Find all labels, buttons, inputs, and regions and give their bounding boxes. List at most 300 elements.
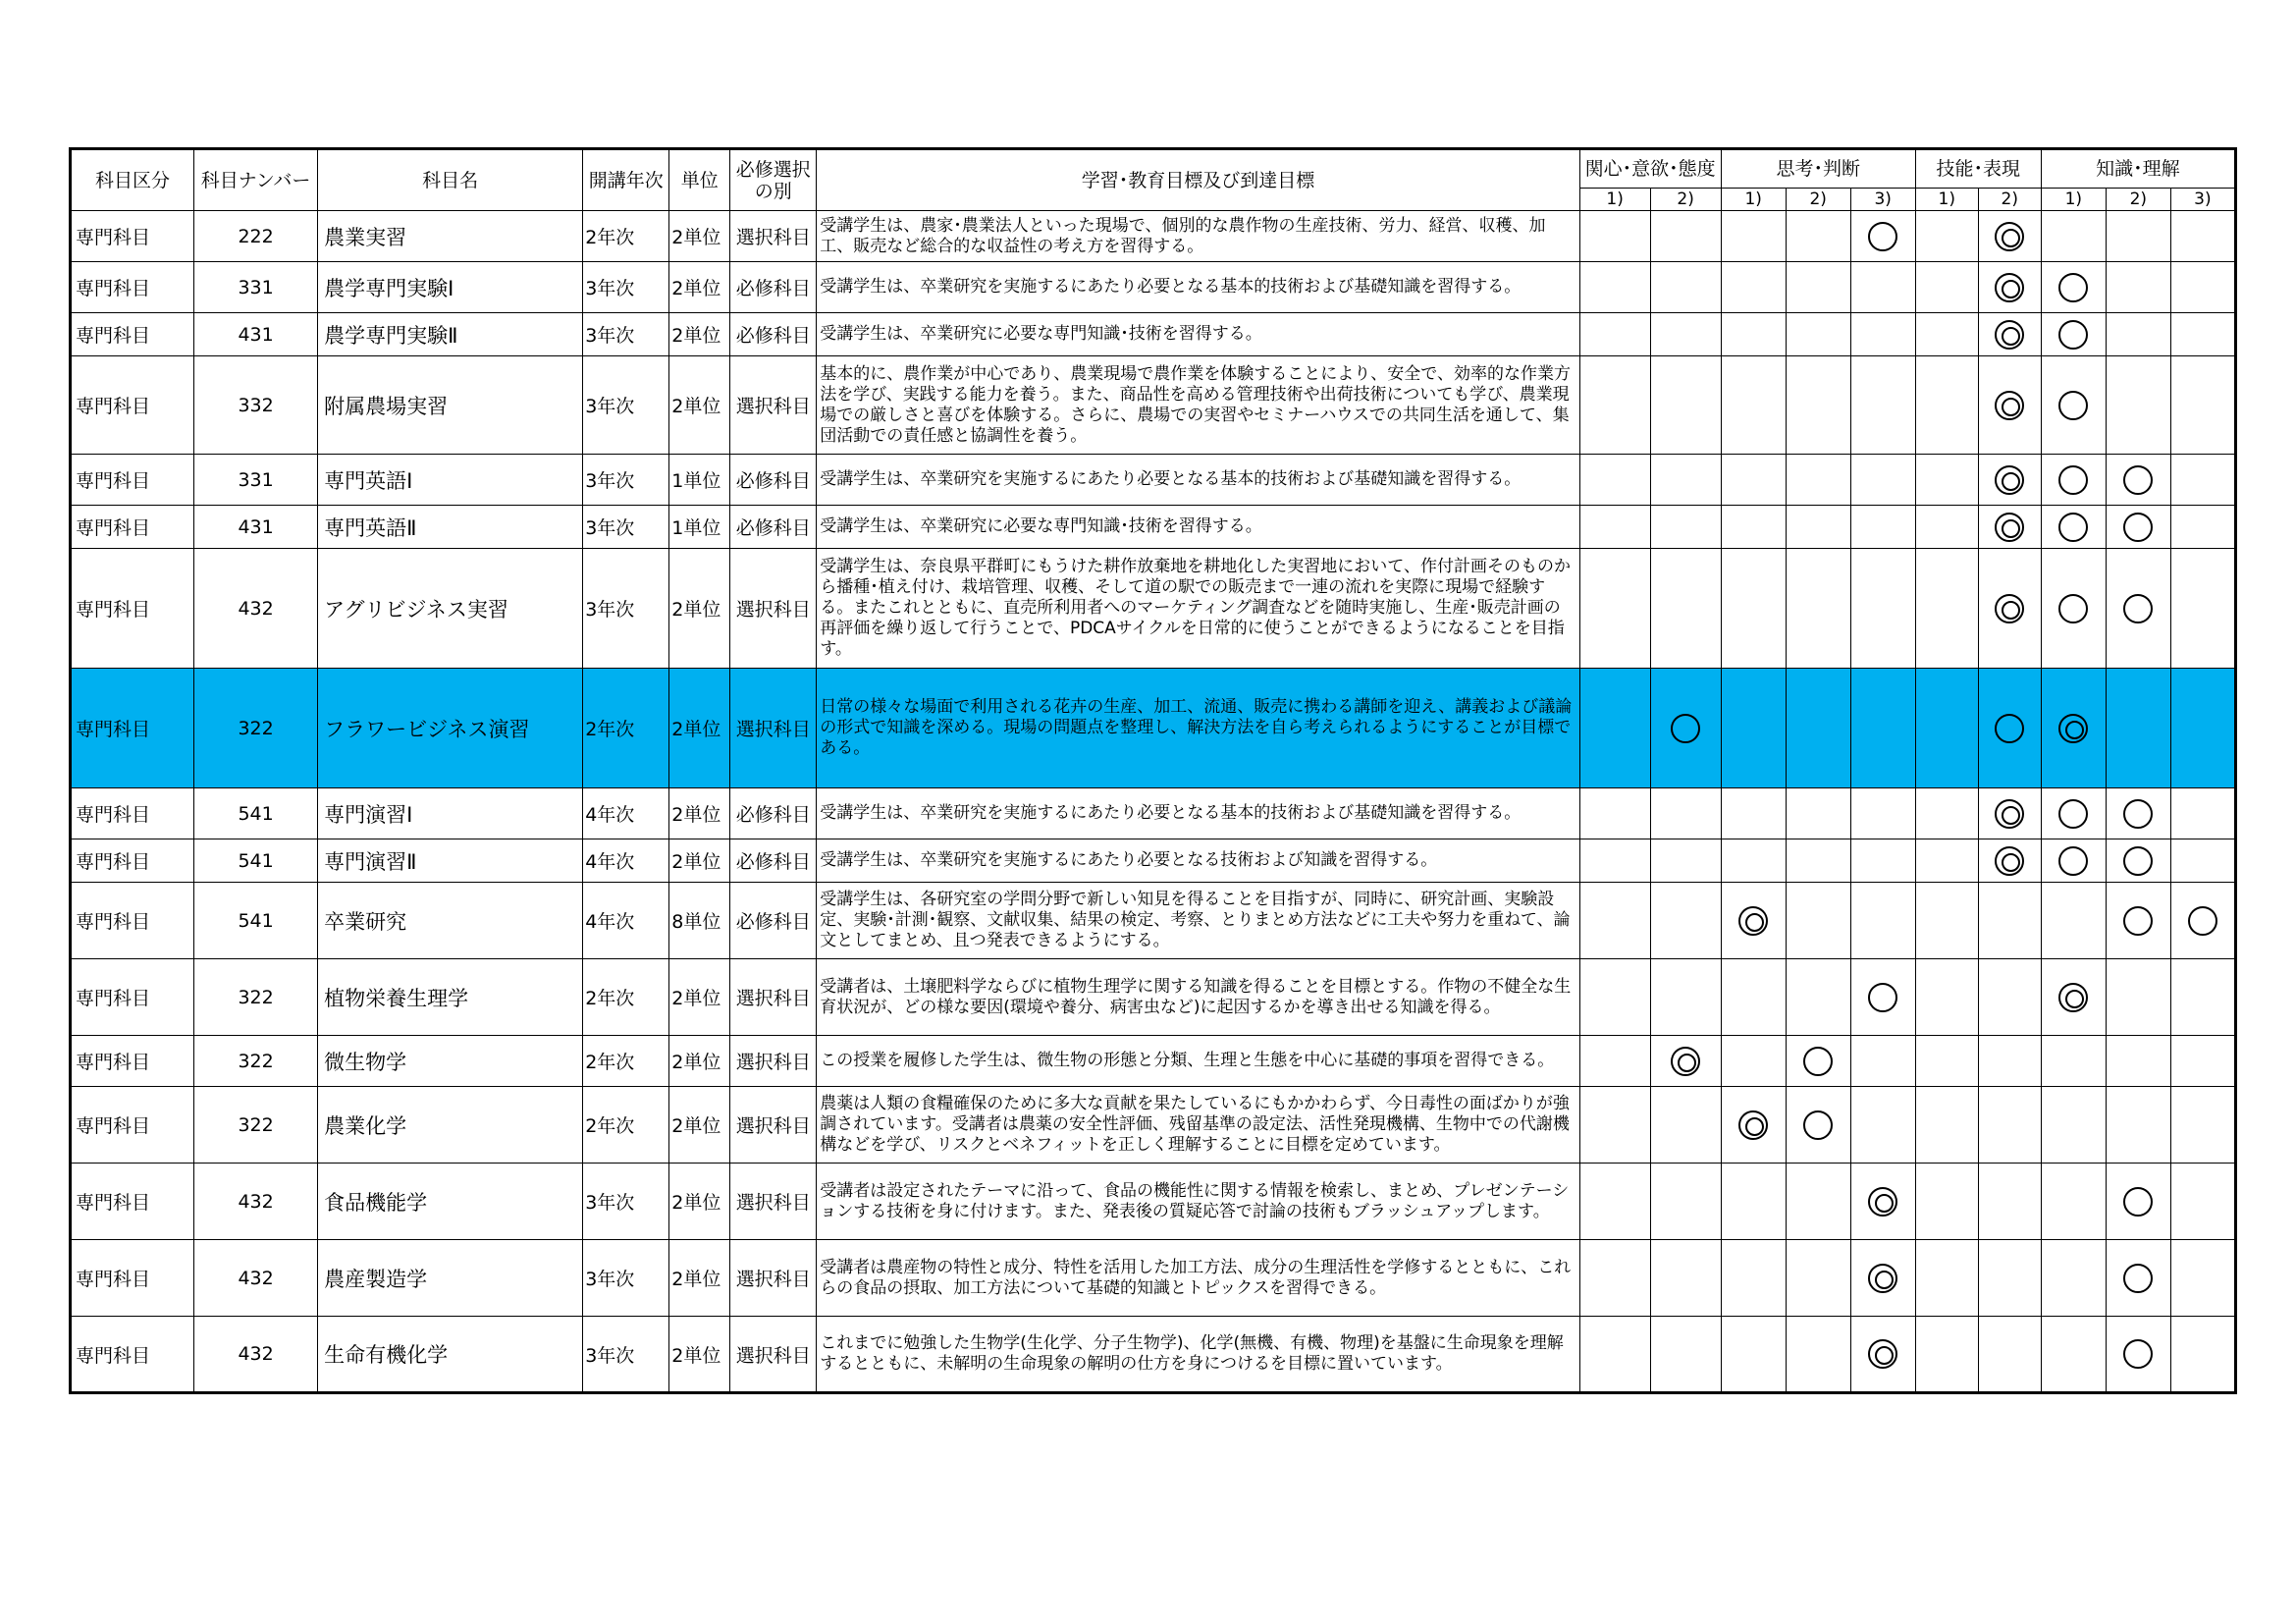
mark-cell (1650, 1240, 1721, 1317)
mark-cell (1978, 1164, 2041, 1240)
unit-cell: 2単位 (669, 549, 730, 669)
header-group-skill: 技能･表現 (1915, 149, 2041, 189)
year-cell: 3年次 (583, 549, 669, 669)
number-cell: 322 (194, 1087, 318, 1164)
mark-cell (2041, 959, 2106, 1036)
mark-cell (1850, 356, 1915, 455)
number-cell: 332 (194, 356, 318, 455)
mark-cell (1978, 211, 2041, 262)
goal-cell: 受講学生は、奈良県平群町にもうけた耕作放棄地を耕地化した実習地において、作付計画そのものから播種･植え付け、栽培管理、収穫、そして道の駅での販売まで一連の流れを実際に現場で経験する。またこれとともに、直売所利用者へのマーケティング調査などを随時実施し、生産･販売計画の再評価を繰り返して行うことで、PDCAサイクルを日常的に使うことができるようになることを目指す。 (817, 549, 1579, 669)
mark-cell (1650, 1164, 1721, 1240)
name-cell: 専門英語Ⅰ (318, 455, 583, 506)
mark-cell (1579, 1240, 1650, 1317)
required-cell: 選択科目 (730, 1036, 817, 1087)
mark-cell (2106, 1317, 2170, 1393)
goal-cell: 受講者は設定されたテーマに沿って、食品の機能性に関する情報を検索し、まとめ、プレゼンテーションする技術を身に付けます。また、発表後の質疑応答で討論の技術もブラッシュアップします。 (817, 1164, 1579, 1240)
unit-cell: 2単位 (669, 1164, 730, 1240)
double-circle-icon (1995, 513, 2024, 542)
mark-cell (1915, 1036, 1978, 1087)
circle-icon (2123, 1339, 2153, 1369)
header-group-knowledge: 知識･理解 (2041, 149, 2235, 189)
mark-cell (1786, 549, 1850, 669)
mark-cell (2041, 1087, 2106, 1164)
header-sub: 3) (2170, 189, 2235, 211)
mark-cell (2170, 1317, 2235, 1393)
circle-icon (2058, 846, 2088, 876)
circle-icon (2123, 465, 2153, 495)
table-row (71, 788, 2236, 839)
double-circle-icon (1995, 799, 2024, 829)
mark-cell (1850, 1087, 1915, 1164)
number-cell: 431 (194, 313, 318, 356)
mark-cell (1978, 839, 2041, 883)
table-row (71, 839, 2236, 883)
mark-cell (1650, 883, 1721, 959)
mark-cell (1915, 313, 1978, 356)
mark-cell (2170, 211, 2235, 262)
name-cell: アグリビジネス実習 (318, 549, 583, 669)
circle-icon (2123, 513, 2153, 542)
year-cell: 3年次 (583, 1240, 669, 1317)
mark-cell (1786, 313, 1850, 356)
mark-cell (1650, 313, 1721, 356)
number-cell: 541 (194, 883, 318, 959)
mark-cell (1650, 211, 1721, 262)
mark-cell (2041, 262, 2106, 313)
circle-icon (2058, 391, 2088, 420)
mark-cell (2041, 455, 2106, 506)
circle-icon (2123, 906, 2153, 936)
mark-cell (1915, 788, 1978, 839)
mark-cell (1850, 211, 1915, 262)
mark-cell (1579, 1317, 1650, 1393)
mark-cell (1721, 839, 1786, 883)
unit-cell: 2単位 (669, 1087, 730, 1164)
mark-cell (1978, 669, 2041, 788)
goal-cell: 受講者は農産物の特性と成分、特性を活用した加工方法、成分の生理活性を学修するとともに、これらの食品の摂取、加工方法について基礎的知識とトピックスを習得できる。 (817, 1240, 1579, 1317)
goal-cell: 受講学生は、卒業研究に必要な専門知識･技術を習得する。 (817, 506, 1579, 549)
mark-cell (1786, 669, 1850, 788)
category-cell: 専門科目 (71, 839, 194, 883)
mark-cell (1850, 959, 1915, 1036)
number-cell: 432 (194, 1317, 318, 1393)
circle-icon (2123, 1264, 2153, 1293)
mark-cell (1850, 839, 1915, 883)
name-cell: 植物栄養生理学 (318, 959, 583, 1036)
double-circle-icon (1738, 1110, 1768, 1140)
year-cell: 4年次 (583, 788, 669, 839)
unit-cell: 8単位 (669, 883, 730, 959)
mark-cell (1978, 1036, 2041, 1087)
required-cell: 選択科目 (730, 1317, 817, 1393)
number-cell: 222 (194, 211, 318, 262)
header-sub: 1) (2041, 189, 2106, 211)
mark-cell (1650, 788, 1721, 839)
mark-cell (1721, 549, 1786, 669)
mark-cell (1650, 262, 1721, 313)
mark-cell (1721, 313, 1786, 356)
mark-cell (2041, 549, 2106, 669)
mark-cell (1650, 1317, 1721, 1393)
mark-cell (2170, 1240, 2235, 1317)
table-row (71, 211, 2236, 262)
mark-cell (2106, 959, 2170, 1036)
category-cell: 専門科目 (71, 788, 194, 839)
goal-cell: 受講学生は、卒業研究を実施するにあたり必要となる基本的技術および基礎知識を習得する。 (817, 788, 1579, 839)
mark-cell (1786, 959, 1850, 1036)
category-cell: 専門科目 (71, 1087, 194, 1164)
category-cell: 専門科目 (71, 1240, 194, 1317)
name-cell: 専門英語Ⅱ (318, 506, 583, 549)
mark-cell (2170, 788, 2235, 839)
mark-cell (2106, 506, 2170, 549)
mark-cell (1978, 1240, 2041, 1317)
mark-cell (1786, 211, 1850, 262)
year-cell: 2年次 (583, 669, 669, 788)
mark-cell (1978, 549, 2041, 669)
table-row (71, 883, 2236, 959)
goal-cell: 受講学生は、農家･農業法人といった現場で、個別的な農作物の生産技術、労力、経営、収穫、加工、販売など総合的な収益性の考え方を習得する。 (817, 211, 1579, 262)
mark-cell (1850, 549, 1915, 669)
circle-icon (1671, 714, 1700, 743)
mark-cell (1915, 549, 1978, 669)
mark-cell (1978, 788, 2041, 839)
double-circle-icon (1671, 1047, 1700, 1076)
mark-cell (2106, 669, 2170, 788)
unit-cell: 2単位 (669, 669, 730, 788)
category-cell: 専門科目 (71, 669, 194, 788)
table-row (71, 1087, 2236, 1164)
unit-cell: 1単位 (669, 506, 730, 549)
header-sub: 2) (1786, 189, 1850, 211)
header-sub: 3) (1850, 189, 1915, 211)
mark-cell (1650, 455, 1721, 506)
mark-cell (2041, 356, 2106, 455)
mark-cell (1850, 313, 1915, 356)
mark-cell (2170, 455, 2235, 506)
circle-icon (2123, 594, 2153, 623)
name-cell: 微生物学 (318, 1036, 583, 1087)
mark-cell (1978, 1087, 2041, 1164)
circle-icon (1868, 222, 1897, 251)
mark-cell (1721, 356, 1786, 455)
mark-cell (1978, 1317, 2041, 1393)
double-circle-icon (1995, 273, 2024, 302)
header-sub: 2) (1650, 189, 1721, 211)
header-required: 必修選択の別 (730, 149, 817, 211)
table-row (71, 313, 2236, 356)
double-circle-icon (2058, 983, 2088, 1012)
mark-cell (1721, 669, 1786, 788)
double-circle-icon (1995, 222, 2024, 251)
mark-cell (1721, 1036, 1786, 1087)
required-cell: 選択科目 (730, 1164, 817, 1240)
number-cell: 541 (194, 839, 318, 883)
mark-cell (1786, 1240, 1850, 1317)
mark-cell (1915, 883, 1978, 959)
number-cell: 322 (194, 1036, 318, 1087)
header-sub: 2) (1978, 189, 2041, 211)
header-goal: 学習･教育目標及び到達目標 (817, 149, 1579, 211)
mark-cell (1650, 839, 1721, 883)
mark-cell (2170, 262, 2235, 313)
table-row (71, 1240, 2236, 1317)
table-row (71, 1164, 2236, 1240)
required-cell: 選択科目 (730, 669, 817, 788)
category-cell: 専門科目 (71, 1164, 194, 1240)
year-cell: 2年次 (583, 211, 669, 262)
mark-cell (1650, 356, 1721, 455)
mark-cell (2041, 1036, 2106, 1087)
double-circle-icon (2058, 714, 2088, 743)
mark-cell (1850, 1317, 1915, 1393)
year-cell: 4年次 (583, 839, 669, 883)
table-row (71, 669, 2236, 788)
mark-cell (1579, 883, 1650, 959)
mark-cell (1786, 883, 1850, 959)
mark-cell (1850, 262, 1915, 313)
mark-cell (2170, 549, 2235, 669)
mark-cell (2106, 356, 2170, 455)
category-cell: 専門科目 (71, 262, 194, 313)
mark-cell (1978, 506, 2041, 549)
name-cell: 農学専門実験Ⅰ (318, 262, 583, 313)
mark-cell (2106, 313, 2170, 356)
mark-cell (2170, 883, 2235, 959)
mark-cell (2170, 1087, 2235, 1164)
circle-icon (2058, 465, 2088, 495)
circle-icon (2123, 1187, 2153, 1217)
mark-cell (1786, 839, 1850, 883)
mark-cell (2106, 549, 2170, 669)
goal-cell: 受講学生は、卒業研究に必要な専門知識･技術を習得する。 (817, 313, 1579, 356)
unit-cell: 2単位 (669, 211, 730, 262)
name-cell: 農業実習 (318, 211, 583, 262)
mark-cell (1579, 1087, 1650, 1164)
mark-cell (1579, 1164, 1650, 1240)
required-cell: 選択科目 (730, 1240, 817, 1317)
mark-cell (1915, 1164, 1978, 1240)
mark-cell (1850, 1164, 1915, 1240)
circle-icon (2058, 513, 2088, 542)
unit-cell: 2単位 (669, 313, 730, 356)
required-cell: 必修科目 (730, 839, 817, 883)
mark-cell (1721, 1240, 1786, 1317)
table-row (71, 959, 2236, 1036)
year-cell: 3年次 (583, 262, 669, 313)
mark-cell (2106, 455, 2170, 506)
curriculum-table (69, 147, 2237, 1394)
mark-cell (1978, 959, 2041, 1036)
mark-cell (1650, 549, 1721, 669)
header-name: 科目名 (318, 149, 583, 211)
table-row (71, 506, 2236, 549)
unit-cell: 2単位 (669, 356, 730, 455)
mark-cell (1786, 356, 1850, 455)
unit-cell: 2単位 (669, 262, 730, 313)
circle-icon (1868, 983, 1897, 1012)
circle-icon (1995, 714, 2024, 743)
mark-cell (2170, 1036, 2235, 1087)
circle-icon (2058, 594, 2088, 623)
required-cell: 必修科目 (730, 883, 817, 959)
circle-icon (2058, 320, 2088, 350)
category-cell: 専門科目 (71, 313, 194, 356)
mark-cell (1721, 506, 1786, 549)
name-cell: 附属農場実習 (318, 356, 583, 455)
mark-cell (1721, 262, 1786, 313)
mark-cell (1915, 669, 1978, 788)
mark-cell (1915, 506, 1978, 549)
category-cell: 専門科目 (71, 549, 194, 669)
mark-cell (1579, 506, 1650, 549)
header-group-interest: 関心･意欲･態度 (1579, 149, 1721, 189)
name-cell: 食品機能学 (318, 1164, 583, 1240)
required-cell: 選択科目 (730, 356, 817, 455)
mark-cell (1915, 1087, 1978, 1164)
unit-cell: 2単位 (669, 1240, 730, 1317)
goal-cell: 受講学生は、卒業研究を実施するにあたり必要となる基本的技術および基礎知識を習得する。 (817, 262, 1579, 313)
circle-icon (2123, 846, 2153, 876)
number-cell: 541 (194, 788, 318, 839)
name-cell: 専門演習Ⅰ (318, 788, 583, 839)
mark-cell (1579, 211, 1650, 262)
name-cell: 生命有機化学 (318, 1317, 583, 1393)
table-row (71, 1317, 2236, 1393)
mark-cell (2106, 788, 2170, 839)
mark-cell (1721, 788, 1786, 839)
mark-cell (1579, 549, 1650, 669)
mark-cell (2041, 313, 2106, 356)
header-category: 科目区分 (71, 149, 194, 211)
mark-cell (2170, 669, 2235, 788)
year-cell: 3年次 (583, 313, 669, 356)
double-circle-icon (1868, 1187, 1897, 1217)
header-number: 科目ナンバー (194, 149, 318, 211)
mark-cell (2170, 313, 2235, 356)
mark-cell (1915, 356, 1978, 455)
mark-cell (1721, 1087, 1786, 1164)
mark-cell (1579, 788, 1650, 839)
number-cell: 432 (194, 1240, 318, 1317)
mark-cell (1850, 455, 1915, 506)
double-circle-icon (1995, 594, 2024, 623)
category-cell: 専門科目 (71, 506, 194, 549)
mark-cell (1850, 1240, 1915, 1317)
year-cell: 4年次 (583, 883, 669, 959)
name-cell: 専門演習Ⅱ (318, 839, 583, 883)
mark-cell (1915, 959, 1978, 1036)
required-cell: 選択科目 (730, 959, 817, 1036)
mark-cell (1650, 669, 1721, 788)
required-cell: 必修科目 (730, 262, 817, 313)
mark-cell (2106, 839, 2170, 883)
number-cell: 432 (194, 549, 318, 669)
unit-cell: 1単位 (669, 455, 730, 506)
mark-cell (1579, 262, 1650, 313)
mark-cell (1978, 356, 2041, 455)
mark-cell (2106, 211, 2170, 262)
category-cell: 専門科目 (71, 356, 194, 455)
mark-cell (1786, 1087, 1850, 1164)
mark-cell (1650, 959, 1721, 1036)
category-cell: 専門科目 (71, 1036, 194, 1087)
number-cell: 432 (194, 1164, 318, 1240)
mark-cell (1786, 506, 1850, 549)
curriculum-sheet (69, 147, 2237, 1394)
unit-cell: 2単位 (669, 959, 730, 1036)
mark-cell (1978, 262, 2041, 313)
header-sub: 1) (1915, 189, 1978, 211)
mark-cell (2170, 959, 2235, 1036)
double-circle-icon (1868, 1264, 1897, 1293)
header-unit: 単位 (669, 149, 730, 211)
table-row (71, 1036, 2236, 1087)
mark-cell (2041, 1164, 2106, 1240)
mark-cell (1721, 455, 1786, 506)
mark-cell (1915, 262, 1978, 313)
mark-cell (1786, 788, 1850, 839)
year-cell: 3年次 (583, 1164, 669, 1240)
circle-icon (2058, 799, 2088, 829)
mark-cell (2041, 506, 2106, 549)
mark-cell (1721, 1317, 1786, 1393)
mark-cell (2106, 883, 2170, 959)
required-cell: 選択科目 (730, 211, 817, 262)
header-sub: 1) (1579, 189, 1650, 211)
year-cell: 2年次 (583, 1087, 669, 1164)
mark-cell (1579, 1036, 1650, 1087)
unit-cell: 2単位 (669, 1317, 730, 1393)
year-cell: 3年次 (583, 356, 669, 455)
mark-cell (1650, 1036, 1721, 1087)
circle-icon (2188, 906, 2217, 936)
mark-cell (2041, 788, 2106, 839)
mark-cell (1579, 959, 1650, 1036)
year-cell: 2年次 (583, 1036, 669, 1087)
required-cell: 必修科目 (730, 455, 817, 506)
mark-cell (1786, 1036, 1850, 1087)
mark-cell (2041, 839, 2106, 883)
mark-cell (1915, 211, 1978, 262)
double-circle-icon (1995, 846, 2024, 876)
mark-cell (1721, 211, 1786, 262)
mark-cell (1579, 839, 1650, 883)
name-cell: 農業化学 (318, 1087, 583, 1164)
mark-cell (1721, 959, 1786, 1036)
double-circle-icon (1738, 906, 1768, 936)
required-cell: 必修科目 (730, 506, 817, 549)
circle-icon (1803, 1047, 1833, 1076)
required-cell: 必修科目 (730, 788, 817, 839)
goal-cell: この授業を履修した学生は、微生物の形態と分類、生理と生態を中心に基礎的事項を習得できる。 (817, 1036, 1579, 1087)
number-cell: 331 (194, 262, 318, 313)
double-circle-icon (1995, 391, 2024, 420)
table-row (71, 262, 2236, 313)
header-sub: 1) (1721, 189, 1786, 211)
category-cell: 専門科目 (71, 1317, 194, 1393)
double-circle-icon (1995, 465, 2024, 495)
goal-cell: 受講学生は、各研究室の学問分野で新しい知見を得ることを目指すが、同時に、研究計画、実験設定、実験･計測･観察、文献収集、結果の検定、考察、とりまとめ方法などに工夫や努力を重ねて、論文としてまとめ、且つ発表できるようにする。 (817, 883, 1579, 959)
category-cell: 専門科目 (71, 455, 194, 506)
mark-cell (1650, 1087, 1721, 1164)
mark-cell (1786, 1317, 1850, 1393)
header-sub: 2) (2106, 189, 2170, 211)
required-cell: 選択科目 (730, 1087, 817, 1164)
double-circle-icon (1995, 320, 2024, 350)
double-circle-icon (1868, 1339, 1897, 1369)
mark-cell (1786, 455, 1850, 506)
